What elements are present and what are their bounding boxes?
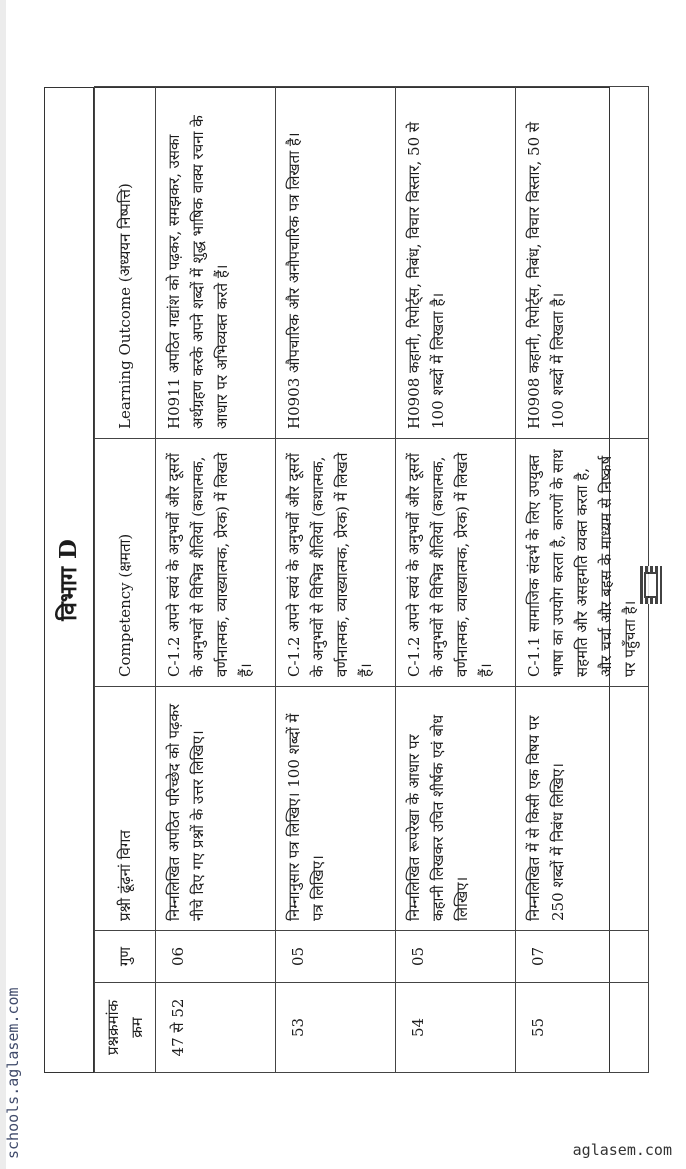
watermark-right: aglasem.com bbox=[572, 1141, 672, 1159]
cell-competency: C-1.2 अपने स्वयं के अनुभवों और दूसरों के अनुभवों से विभिन्न शैलियों (कथात्मक, वर्णनात्मक, व्याख्यात्मक, प्रेरक) में लिखते हैं। bbox=[396, 439, 516, 687]
cell-marks: 05 bbox=[396, 931, 516, 983]
cell-marks: 06 bbox=[156, 931, 276, 983]
watermark-left bbox=[4, 739, 30, 1159]
table-header-row bbox=[95, 87, 156, 1073]
header-topic: प्रश्नी ढूंढ़नां विगत bbox=[95, 687, 156, 931]
cell-question-no: 47 से 52 bbox=[156, 983, 276, 1073]
table-row bbox=[276, 87, 396, 1073]
header-question-no: प्रश्नक्रमांक क्रम bbox=[95, 983, 156, 1073]
qr-code-icon bbox=[640, 566, 662, 604]
cell-question-no: 53 bbox=[276, 983, 396, 1073]
header-learning-outcome: Learning Outcome (अध्ययन निष्पत्ति) bbox=[95, 87, 156, 439]
watermark-left-text: schools.aglasem.com bbox=[4, 987, 22, 1159]
cell-topic: निम्नलिखित अपठित परिच्छेद को पढ़कर नीचे दिए गए प्रश्नों के उत्तर लिखिए। bbox=[156, 687, 276, 931]
blueprint-table bbox=[94, 86, 649, 1073]
rotated-page bbox=[44, 87, 639, 1073]
cell-learning-outcome: H0908 कहानी, रिपोर्ट्स, निबंध, विचार विस्तार, 50 से 100 शब्दों में लिखता है। bbox=[396, 87, 516, 439]
header-competency: Competency (क्षमता) bbox=[95, 439, 156, 687]
cell-learning-outcome: H0908 कहानी, रिपोर्ट्स, निबंध, विचार विस्तार, 50 से 100 शब्दों में लिखता है। bbox=[516, 87, 649, 439]
section-title: विभाग D bbox=[44, 87, 94, 1073]
cell-learning-outcome: H0911 अपठित गद्यांश को पढ़कर, समझकर, उसका अर्थग्रहण करके अपने शब्दों में शुद्ध भाषिक वाक्य रचना के आधार पर अभिव्यक्त करते हैं। bbox=[156, 87, 276, 439]
cell-topic: निम्नलिखित में से किसी एक विषय पर 250 शब्दों में निबंध लिखिए। bbox=[516, 687, 649, 931]
cell-competency: C-1.1 सामाजिक संदर्भ के लिए उपयुक्त भाषा का उपयोग करता है, कारणों के साथ सहमति और असहमति व्यक्त करता है, और चर्चा और बहस के माध्यम से निष्कर्ष पर पहुँचता है। bbox=[516, 439, 649, 687]
table-row bbox=[516, 87, 649, 1073]
table-row bbox=[396, 87, 516, 1073]
cell-competency: C-1.2 अपने स्वयं के अनुभवों और दूसरों के अनुभवों से विभिन्न शैलियों (कथात्मक, वर्णनात्मक, व्याख्यात्मक, प्रेरक) में लिखते हैं। bbox=[276, 439, 396, 687]
cell-learning-outcome: H0903 औपचारिक और अनौपचारिक पत्र लिखता है। bbox=[276, 87, 396, 439]
cell-topic: निम्नानुसार पत्र लिखिए। 100 शब्दों में पत्र लिखिए। bbox=[276, 687, 396, 931]
header-marks: गुण bbox=[95, 931, 156, 983]
cell-competency: C-1.2 अपने स्वयं के अनुभवों और दूसरों के अनुभवों से विभिन्न शैलियों (कथात्मक, वर्णनात्मक, व्याख्यात्मक, प्रेरक) में लिखते हैं। bbox=[156, 439, 276, 687]
cell-topic: निम्नलिखित रूपरेखा के आधार पर कहानी लिखकर उचित शीर्षक एवं बोध लिखिए। bbox=[396, 687, 516, 931]
cell-marks: 05 bbox=[276, 931, 396, 983]
cell-question-no: 55 bbox=[516, 983, 649, 1073]
cell-question-no: 54 bbox=[396, 983, 516, 1073]
table-row bbox=[156, 87, 276, 1073]
cell-marks: 07 bbox=[516, 931, 649, 983]
